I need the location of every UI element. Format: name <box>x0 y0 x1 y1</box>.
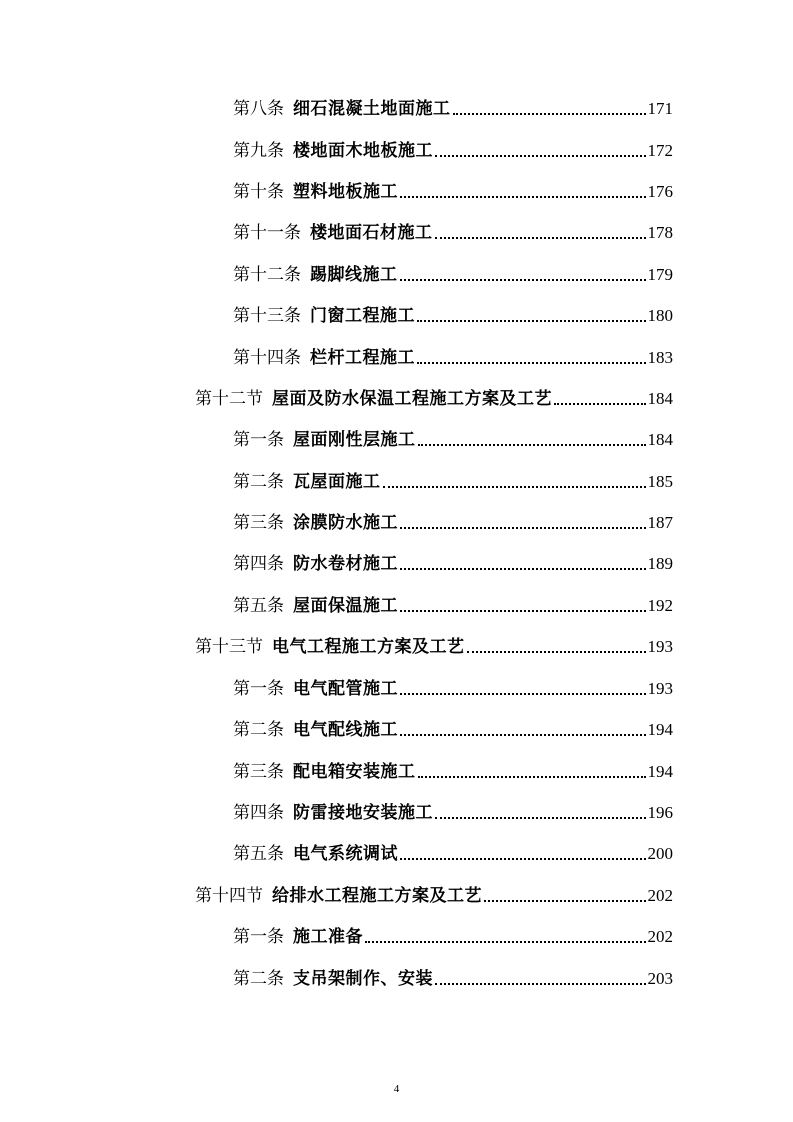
dot-leader <box>435 983 646 985</box>
toc-entry-page: 193 <box>647 637 673 656</box>
toc-entry-page: 192 <box>647 596 673 615</box>
toc-entry-page: 200 <box>647 844 673 863</box>
toc-section-entry[interactable] <box>195 635 673 659</box>
toc-entry-number: 第四条 <box>233 803 284 823</box>
toc-entry-page: 202 <box>647 886 673 905</box>
toc-entry[interactable] <box>233 180 673 204</box>
toc-entry-title: 屋面及防水保温工程施工方案及工艺 <box>272 389 552 409</box>
toc-entry-number: 第五条 <box>233 844 284 864</box>
toc-entry[interactable] <box>233 594 673 618</box>
toc-entry[interactable] <box>233 925 673 949</box>
toc-entry-page: 180 <box>647 306 673 325</box>
dot-leader <box>467 651 646 653</box>
dot-leader <box>400 527 646 529</box>
toc-entry-number: 第十三节 <box>195 637 263 657</box>
toc-entry-title: 支吊架制作、安装 <box>293 969 433 989</box>
toc-entry-number: 第十四条 <box>233 348 301 368</box>
toc-entry[interactable] <box>233 760 673 784</box>
toc-entry[interactable] <box>233 511 673 535</box>
dot-leader <box>400 196 646 198</box>
toc-entry-number: 第十四节 <box>195 886 263 906</box>
toc-entry-title: 楼地面木地板施工 <box>293 141 433 161</box>
toc-entry-page: 172 <box>647 141 673 160</box>
toc-entry-title: 塑料地板施工 <box>293 182 398 202</box>
toc-entry-number: 第二条 <box>233 720 284 740</box>
toc-entry[interactable] <box>233 842 673 866</box>
toc-entry-number: 第十条 <box>233 182 284 202</box>
toc-entry-title: 楼地面石材施工 <box>310 223 433 243</box>
toc-entry-number: 第五条 <box>233 596 284 616</box>
toc-entry-title: 涂膜防水施工 <box>293 513 398 533</box>
page-number: 4 <box>393 1083 400 1095</box>
dot-leader <box>400 610 646 612</box>
dot-leader <box>400 693 646 695</box>
dot-leader <box>417 362 646 364</box>
toc-entry[interactable] <box>233 221 673 245</box>
toc-entry-page: 185 <box>647 472 673 491</box>
toc-entry[interactable] <box>233 97 673 121</box>
toc-entry-page: 183 <box>647 348 673 367</box>
dot-leader <box>400 734 646 736</box>
toc-entry[interactable] <box>233 967 673 991</box>
toc-entry-title: 屋面刚性层施工 <box>293 430 416 450</box>
toc-entry-number: 第十二节 <box>195 389 263 409</box>
toc-entry-title: 电气系统调试 <box>293 844 398 864</box>
toc-entry-title: 电气配线施工 <box>293 720 398 740</box>
toc-entry-title: 瓦屋面施工 <box>293 472 381 492</box>
toc-entry-page: 178 <box>647 223 673 242</box>
toc-entry-number: 第三条 <box>233 513 284 533</box>
toc-entry-title: 踢脚线施工 <box>310 265 398 285</box>
toc-entry-title: 细石混凝土地面施工 <box>293 99 451 119</box>
toc-entry[interactable] <box>233 304 673 328</box>
dot-leader <box>453 113 646 115</box>
dot-leader <box>435 155 646 157</box>
toc-entry-title: 电气工程施工方案及工艺 <box>272 637 465 657</box>
dot-leader <box>400 279 646 281</box>
toc-entry-title: 给排水工程施工方案及工艺 <box>272 886 482 906</box>
toc-entry-page: 176 <box>647 182 673 201</box>
toc-entry[interactable] <box>233 801 673 825</box>
dot-leader <box>383 486 646 488</box>
toc-entry-page: 203 <box>647 969 673 988</box>
toc-entry-page: 184 <box>647 430 673 449</box>
toc-entry-number: 第十二条 <box>233 265 301 285</box>
toc-entry[interactable] <box>233 263 673 287</box>
toc-entry-title: 电气配管施工 <box>293 679 398 699</box>
toc-entry-page: 194 <box>647 720 673 739</box>
toc-entry-number: 第二条 <box>233 472 284 492</box>
toc-entry-title: 防水卷材施工 <box>293 554 398 574</box>
toc-entry-title: 屋面保温施工 <box>293 596 398 616</box>
toc-entry-page: 193 <box>647 679 673 698</box>
toc-entry-title: 门窗工程施工 <box>310 306 415 326</box>
toc-entry-title: 施工准备 <box>293 927 363 947</box>
toc-entry-number: 第一条 <box>233 927 284 947</box>
toc-entry-page: 187 <box>647 513 673 532</box>
toc-entry-page: 202 <box>647 927 673 946</box>
dot-leader <box>435 237 646 239</box>
toc-entry-number: 第一条 <box>233 430 284 450</box>
toc-entry[interactable] <box>233 677 673 701</box>
toc-entry-number: 第二条 <box>233 969 284 989</box>
dot-leader <box>365 941 646 943</box>
toc-entry-number: 第十一条 <box>233 223 301 243</box>
toc-entry[interactable] <box>233 139 673 163</box>
toc-entry-number: 第一条 <box>233 679 284 699</box>
dot-leader <box>484 900 646 902</box>
dot-leader <box>400 568 646 570</box>
dot-leader <box>418 776 646 778</box>
toc-entry[interactable] <box>233 470 673 494</box>
toc-entry-page: 184 <box>647 389 673 408</box>
toc-entry[interactable] <box>233 428 673 452</box>
toc-entry-number: 第四条 <box>233 554 284 574</box>
toc-entry-title: 防雷接地安装施工 <box>293 803 433 823</box>
toc-entry[interactable] <box>233 552 673 576</box>
dot-leader <box>417 320 646 322</box>
toc-entry-page: 194 <box>647 762 673 781</box>
toc-entry-page: 171 <box>647 99 673 118</box>
toc-entry-page: 189 <box>647 554 673 573</box>
toc-entry-page: 179 <box>647 265 673 284</box>
toc-entry-number: 第三条 <box>233 762 284 782</box>
toc-entry-number: 第八条 <box>233 99 284 119</box>
toc-entry-number: 第九条 <box>233 141 284 161</box>
toc-section-entry[interactable] <box>195 884 673 908</box>
toc-section-entry[interactable] <box>195 387 673 411</box>
toc-entry-number: 第十三条 <box>233 306 301 326</box>
dot-leader <box>435 817 646 819</box>
toc-entry-page: 196 <box>647 803 673 822</box>
toc-entry-title: 配电箱安装施工 <box>293 762 416 782</box>
dot-leader <box>418 444 646 446</box>
toc-entry[interactable] <box>233 346 673 370</box>
toc-entry[interactable] <box>233 718 673 742</box>
dot-leader <box>554 403 646 405</box>
toc-entry-title: 栏杆工程施工 <box>310 348 415 368</box>
dot-leader <box>400 858 646 860</box>
